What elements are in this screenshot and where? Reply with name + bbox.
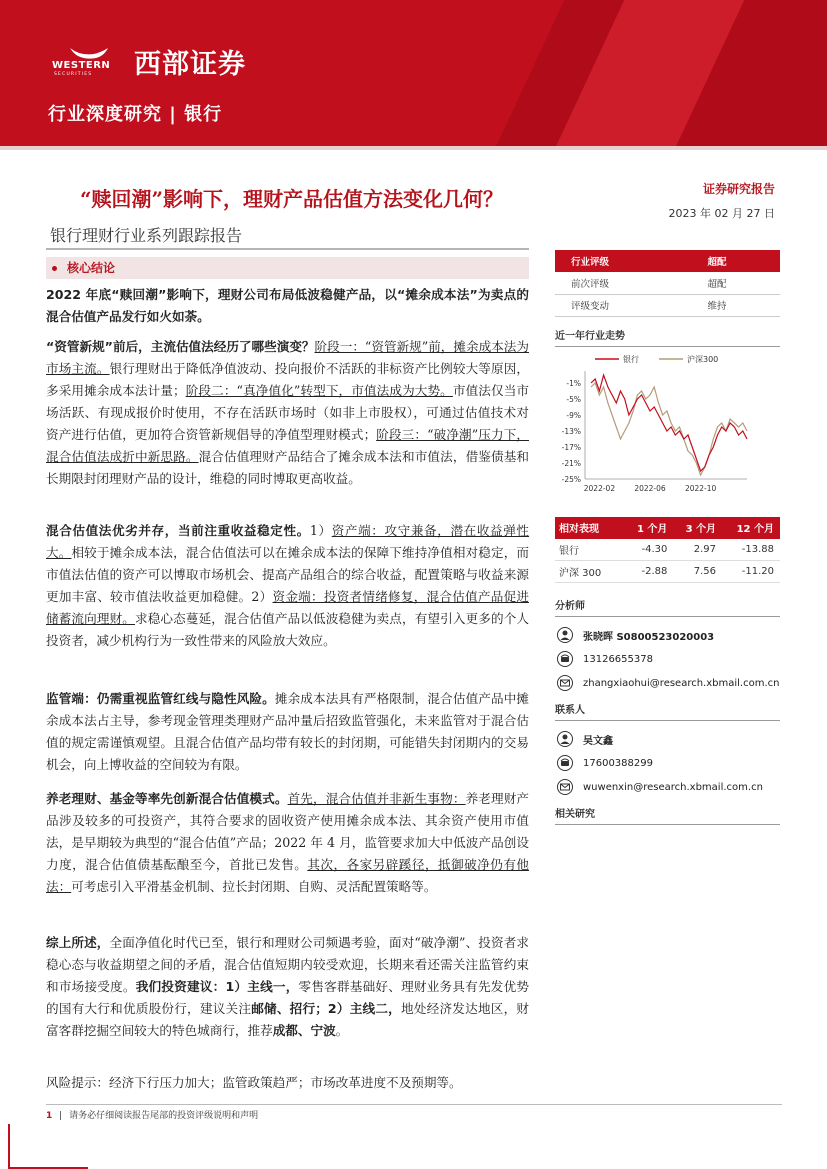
stage-two: 阶段二：“真净值化”转型下，市值法成为大势。 <box>185 383 453 398</box>
analyst-email[interactable]: zhangxiaohui@research.xbmail.com.cn <box>583 677 780 689</box>
table-row <box>555 539 780 561</box>
perf-cell: 银行 <box>555 539 625 561</box>
chart-legend <box>595 354 718 364</box>
paragraph-evolution <box>46 336 529 490</box>
rating-label: 前次评级 <box>555 272 692 294</box>
report-date: 2023 年 02 月 27 日 <box>668 207 775 220</box>
analyst-phone[interactable]: 13126655378 <box>583 653 653 665</box>
rating-header-label: 行业评级 <box>555 250 692 272</box>
innovation-second-text: 可考虑引入平滑基金机制、拉长封闭期、自购、灵活配置策略等。 <box>71 879 437 894</box>
innovation-first-text: 养老理财产品涉及较多的可投资产，其符合要求的固收资产使用摊余成本法、其余资产使用市值法，是早期较为典型的“混合估值”产品；2022 年 4 月，监管要求加大中低波产品创设力度，混合估值债基酝酿至今，首批已发售。 <box>46 791 530 872</box>
perf-cell: -13.88 <box>722 539 780 561</box>
mainline-one-text: 零售客群基础好、理财业务具有先发优势的国有大行和优质股份行，建议关注 <box>46 979 530 1016</box>
perf-cell: -11.20 <box>722 561 780 583</box>
summary-text: 全面净值化时代已至，银行和理财公司频遇考验，面对“破净潮”、投资者求稳心态与收益期望之间的矛盾，混合估值短期内较受欢迎，长期来看还需关注监管约束和市场接受度。 <box>46 935 529 994</box>
performance-table <box>555 517 780 584</box>
contact-phone-row <box>555 751 780 775</box>
report-category: 行业深度研究 | 银行 <box>48 104 223 125</box>
y-tick-label: -25% <box>561 474 581 484</box>
svg-text:WESTERN: WESTERN <box>52 60 111 71</box>
analyst-name-row <box>555 623 780 647</box>
paragraph-innovation <box>46 788 529 898</box>
trend-title: 近一年行业走势 <box>555 327 780 347</box>
phone-icon <box>557 755 573 771</box>
perf-cell: 7.56 <box>673 561 722 583</box>
pros-cons-num: 1） <box>309 523 332 538</box>
analyst-email-row <box>555 671 780 695</box>
core-conclusion-section <box>46 257 529 279</box>
brand-name: 西部证券 <box>134 49 246 80</box>
y-tick-label: -21% <box>561 458 581 468</box>
disclaimer-note: 请务必仔细阅读报告尾部的投资评级说明和声明 <box>69 1111 259 1121</box>
core-conclusion-heading <box>46 257 529 279</box>
header-banner <box>0 0 827 146</box>
footer-divider <box>46 1104 782 1105</box>
investment-advice-lead: 我们投资建议：1）主线一， <box>135 979 299 994</box>
page-number: 1 <box>46 1111 53 1121</box>
stage-three-text: 混合估值理财产品结合了摊余成本法和市值法，借鉴债基和长期限封闭理财产品的设计，维稳的同时博取更高收益。 <box>46 449 530 486</box>
funding-side: 资金端：投资者情绪修复，混合估值产品促进储蓄流向理财。 <box>46 589 530 626</box>
contact-name-row <box>555 727 780 751</box>
asset-side: 资产端：攻守兼备，潜在收益弹性大。 <box>46 523 530 560</box>
paragraph-regulation <box>46 688 529 776</box>
intro-text: 2022 年底“赎回潮”影响下，理财公司布局低波稳健产品，以“摊余成本法”为卖点的混合估值产品发行如火如荼。 <box>46 287 529 324</box>
contact-name: 吴文鑫 <box>583 735 613 747</box>
analyst-name: 张晓晖 S0800523020003 <box>583 631 715 643</box>
rating-value: 维持 <box>692 294 781 316</box>
table-row <box>555 294 780 316</box>
mainline-two-picks: 成都、宁波 <box>272 1023 336 1038</box>
paragraph-pros-cons <box>46 520 529 652</box>
risk-warning: 风险提示：经济下行压力加大；监管政策趋严；市场改革进度不及预期等。 <box>46 1075 462 1090</box>
y-tick-label: -17% <box>561 442 581 452</box>
y-tick-label: -9% <box>566 410 581 420</box>
asset-side-text: 相较于摊余成本法，混合估值法可以在摊余成本法的保障下维持净值相对稳定，而市值法估值的资产可以博取市场机会、提高产品组合的综合收益，配置策略与收益来源更加丰富、较市值法收益更加稳健。2） <box>46 545 530 604</box>
x-tick-label: 2022-06 <box>634 483 666 493</box>
title-divider <box>46 248 529 250</box>
analyst-block <box>555 623 780 695</box>
footer <box>46 1108 258 1121</box>
report-title: “赎回潮”影响下，理财产品估值方法变化几何？ <box>80 187 504 211</box>
performance-header-row <box>555 517 780 539</box>
email-icon <box>557 779 573 795</box>
footer-separator: | <box>59 1111 63 1121</box>
perf-header-12m: 12 个月 <box>722 517 780 539</box>
perf-cell: -4.30 <box>625 539 674 561</box>
stage-two-text: 市值法仅当市场活跃、有现成报价时使用，不存在活跃市场时（如非上市股权），可通过估值技术对资产进行估值，更加符合资管新规倡导的净值型理财模式； <box>46 383 529 442</box>
legend-label: 沪深300 <box>687 354 719 364</box>
table-row <box>555 272 780 294</box>
legend-label: 银行 <box>623 354 639 364</box>
paragraph-intro <box>46 284 529 328</box>
table-row <box>555 561 780 583</box>
western-securities-logo <box>50 46 122 76</box>
phone-icon <box>557 651 573 667</box>
contact-phone[interactable]: 17600388299 <box>583 757 653 769</box>
innovation-second: 其次，各家另辟蹊径，抵御破净仍有他法： <box>46 857 530 894</box>
innovation-lead: 养老理财、基金等率先创新混合估值模式。 <box>46 791 288 806</box>
trend-chart <box>555 349 780 499</box>
chart-lines <box>591 375 747 475</box>
perf-header-1m: 1 个月 <box>625 517 674 539</box>
stage-three: 阶段三：“破净潮”压力下，混合估值法成折中新思路。 <box>46 427 529 464</box>
innovation-first: 首先，混合估值并非新生事物： <box>287 791 466 806</box>
summary-end: 。 <box>335 1023 349 1038</box>
y-tick-label: -5% <box>566 394 581 404</box>
contact-title: 联系人 <box>555 701 780 721</box>
summary-lead: 综上所述， <box>46 935 110 950</box>
related-research-title: 相关研究 <box>555 805 780 825</box>
analyst-phone-row <box>555 647 780 671</box>
stage-one-text: 银行理财出于降低净值波动、投向报价不活跃的非标资产比例较大等原因，多采用摊余成本法计量； <box>46 361 530 398</box>
pros-cons-lead: 混合估值法优劣并存，当前注重收益稳定性。 <box>46 523 310 538</box>
bullet-dot-icon <box>52 266 57 271</box>
perf-cell: -2.88 <box>625 561 674 583</box>
regulation-lead: 监管端：仍需重视监管红线与隐性风险。 <box>46 691 275 706</box>
rating-label: 评级变动 <box>555 294 692 316</box>
perf-header-label: 相对表现 <box>555 517 625 539</box>
regulation-text: 摊余成本法具有严格限制，混合估值产品中摊余成本法占主导，参考现金管理类理财产品冲量后招致监管强化，未来监管对于混合估值的规定需谨慎观望。且混合估值产品均带有较长的封闭期，可能错失封闭期内的交易机会，向上博收益的空间较为有限。 <box>46 691 530 772</box>
report-subtitle: 银行理财行业系列跟踪报告 <box>50 226 243 245</box>
x-tick-label: 2022-10 <box>684 483 717 493</box>
analyst-title: 分析师 <box>555 597 780 617</box>
rating-header-row <box>555 250 780 272</box>
chart-x-axis <box>584 484 717 493</box>
y-tick-label: -13% <box>561 426 581 436</box>
contact-email[interactable]: wuwenxin@research.xbmail.com.cn <box>583 781 763 793</box>
y-tick-label: -1% <box>566 378 581 388</box>
person-icon <box>557 731 573 747</box>
report-type-label: 证券研究报告 <box>702 182 775 196</box>
stage-one: 阶段一：“资管新规”前，摊余成本法为市场主流。 <box>46 339 529 376</box>
email-icon <box>557 675 573 691</box>
rating-table <box>555 250 780 317</box>
corner-decoration <box>8 1124 10 1169</box>
x-tick-label: 2022-02 <box>583 483 616 493</box>
rating-header-value: 超配 <box>692 250 781 272</box>
perf-cell: 沪深 300 <box>555 561 625 583</box>
perf-header-3m: 3 个月 <box>673 517 722 539</box>
rating-value: 超配 <box>692 272 781 294</box>
funding-side-text: 求稳心态蔓延，混合估值产品以低波稳健为卖点，有望引入更多的个人投资者，减少机构行为一致性带来的风险放大效应。 <box>46 611 530 648</box>
contact-email-row <box>555 775 780 799</box>
core-heading-text: 核心结论 <box>67 261 116 275</box>
paragraph-summary <box>46 932 529 1042</box>
header-underline <box>0 146 827 150</box>
contact-block <box>555 727 780 799</box>
person-icon <box>557 627 573 643</box>
perf-cell: 2.97 <box>673 539 722 561</box>
sidebar <box>555 250 780 825</box>
svg-text:SECURITIES: SECURITIES <box>54 72 93 76</box>
evolution-lead: “资管新规”前后，主流估值法经历了哪些演变？ <box>46 339 315 354</box>
mainline-one-picks: 邮储、招行；2）主线二， <box>251 1001 402 1016</box>
mainline-two-text: 地处经济发达地区，财富客群挖掘空间较大的特色城商行，推荐 <box>46 1001 530 1038</box>
